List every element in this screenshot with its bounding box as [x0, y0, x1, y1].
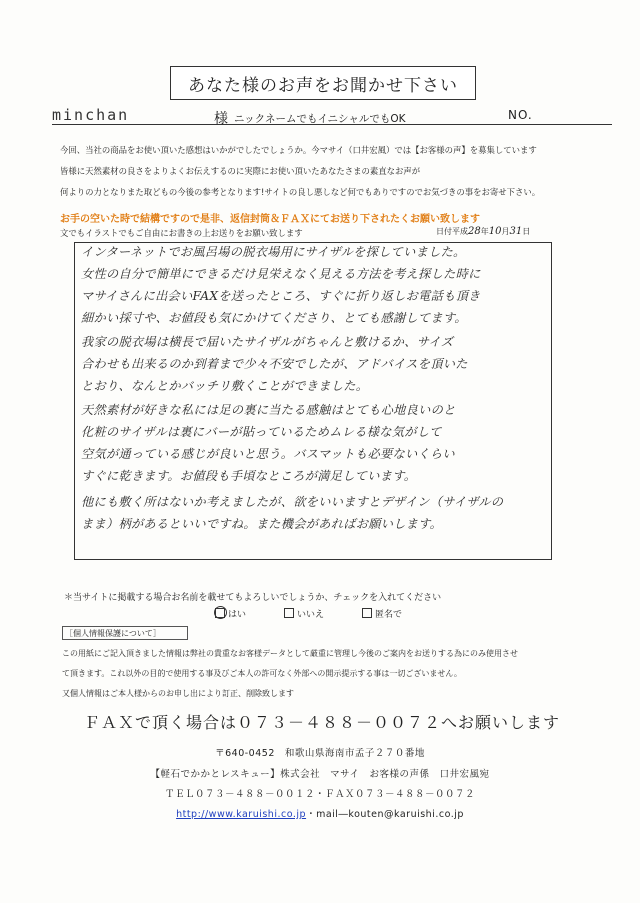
comment-line: とおり、なんとかバッチリ敷くことができました。	[81, 379, 369, 393]
tel-fax-line: ＴＥＬ０７３－４８８－００１２・ＦＡＸ０７３－４８８－００７２	[164, 789, 475, 800]
nickname-note: ニックネームでもイニシャルでもOK	[234, 113, 406, 125]
handwritten-name: minchan	[52, 106, 130, 124]
comment-line: 他にも敷く所はないか考えましたが、欲をいいますとデザイン（サイザルの	[81, 495, 504, 509]
checkbox-icon[interactable]	[284, 608, 294, 618]
option-no[interactable]: いいえ	[284, 607, 324, 620]
comment-line: マサイさんに出会いFAXを送ったところ、すぐに折り返しお電話も頂き	[81, 289, 481, 303]
comment-line: インターネットでお風呂場の脱衣場用にサイザルを探していました。	[81, 245, 466, 259]
comment-box	[74, 242, 552, 560]
form-title: あなた様のお声をお聞かせ下さい	[170, 66, 476, 100]
postal-address: 〒640-0452 和歌山県海南市孟子２７０番地	[215, 748, 425, 759]
checkbox-checked-icon[interactable]	[215, 608, 225, 618]
date-field: 日付平成28年10月31日	[436, 226, 531, 237]
comment-line: 細かい採寸や、お値段も気にかけてくださり、とても感謝してます。	[81, 311, 467, 325]
privacy-line: 又個人情報はご本人様からのお申し出により訂正、削除致します	[62, 689, 294, 698]
fax-instruction: ＦＡＸで頂く場合は０７３－４８８－００７２へお願いします	[83, 713, 560, 732]
option-yes[interactable]: はい	[215, 607, 246, 620]
comment-line: 空気が通っている感じが良いと思う。バスマットも必要ないくらい	[81, 447, 455, 461]
comment-line: 女性の自分で簡単にできるだけ見栄えなく見える方法を考え探した時に	[81, 267, 481, 281]
option-anonymous[interactable]: 匿名で	[362, 607, 402, 620]
comment-line: すぐに乾きます。お値段も手頃なところが満足しています。	[81, 469, 417, 483]
website-link[interactable]: http://www.karuishi.co.jp	[176, 809, 307, 820]
company-line: 【軽石でかかとレスキュー】株式会社 マサイ お客様の声係 口井宏風宛	[150, 769, 490, 780]
consent-options	[215, 607, 402, 620]
mail-address: ・mail―kouten@karuishi.co.jp	[306, 809, 464, 820]
request-note: お手の空いた時で結構ですので是非、返信封筒＆ＦＡＸにてお送り下されたくお願い致します	[60, 214, 480, 225]
intro-line-2: 皆様に天然素材の良さをよりよくお伝えするのに実際にお使い頂いたあなたさまの素直なお声が	[60, 166, 421, 176]
comment-line: 天然素材が好きな私には足の裏に当たる感触はとても心地良いのと	[81, 403, 456, 417]
sama-label: 様	[214, 111, 228, 127]
free-form-note: 文でもイラストでもご自由にお書きの上お送りをお願い致します	[60, 228, 303, 238]
privacy-line: て頂きます。これ以外の目的で使用する事及びご本人の許可なく外部への開示提示する事は一切ございません。	[62, 669, 462, 678]
privacy-header: ［個人情報保護について］	[62, 626, 188, 640]
consent-question: ＊当サイトに掲載する場合お名前を載せてもよろしいでしょうか、チェックを入れてください	[64, 593, 442, 603]
number-label: NO.	[508, 108, 533, 122]
web-mail-line	[0, 806, 640, 820]
comment-line: 我家の脱衣場は横長で届いたサイザルがちゃんと敷けるか、サイズ	[81, 335, 454, 349]
comment-line: まま）柄があるといいですね。また機会があればお願いします。	[81, 517, 443, 531]
comment-line: 化粧のサイザルは裏にバーが貼っているためムレる様な気がして	[81, 425, 442, 439]
comment-line: 合わせも出来るのか到着まで少々不安でしたが、アドバイスを頂いた	[81, 357, 468, 371]
privacy-line: この用紙にご記入頂きました情報は弊社の貴重なお客様データとして厳重に管理し今後のご案内をお送りする為にのみ使用させ	[62, 649, 518, 658]
intro-line-1: 今回、当社の商品をお使い頂いた感想はいかがでしたでしょうか。今マサイ（口井宏風）では【お客様の声】を募集しています	[60, 145, 537, 155]
checkbox-icon[interactable]	[362, 608, 372, 618]
intro-line-3: 何よりの力となりまた取どもの今後の参考となります!サイトの良し悪しなど何でもありですのでお気づきの事をお寄せ下さい。	[60, 187, 541, 197]
